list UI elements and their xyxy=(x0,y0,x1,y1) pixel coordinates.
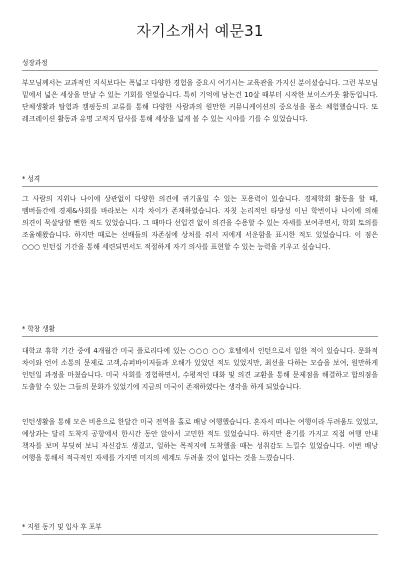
section-divider xyxy=(22,186,378,187)
section-heading-growth: 성장과정 xyxy=(22,59,48,67)
section-divider xyxy=(22,534,378,535)
school-life-paragraph-1: 대학교 휴학 기간 중에 4개월간 미국 플로리다에 있는 ○○○ ○○ 호텔에서 인턴으로서 일한 적이 있습니다. 문화적 차이와 언어 소통의 문제로 고객,슈퍼바이저들과 오해가 있었던 적도 있었지만, 최선을 다하는 모습을 보여, 원만하게 인턴일 과정을 마쳤습니다. 미국 사회를 경험하면서, 수평적인 대화 및 의견 교환을 통해 문제점을 해결하고 합의점을 도출할 수 있는 그들의 문화가 있었기에 지금의 미국이 존재하였다는 생각을 하게 되었습니다. xyxy=(22,347,378,391)
section-heading-school-life: * 학창 생활 xyxy=(22,325,55,333)
section-divider xyxy=(22,70,378,71)
page-title: 자기소개서 예문31 xyxy=(136,22,264,40)
personality-paragraph: 그 사람의 지위나 나이에 상관없이 다양한 의견에 귀기울일 수 있는 포용력이 있습니다. 경제학회 활동을 할 때, 멤버들간에 경제&사회를 바라보는 시각 차이가 존재하였습니다. 자칫 논리적인 타당성 이닌 학번이나 나이에 의해 의견이 묵살당할 뻔한 적도 있었습니다. 그 때마다 선입견 없이 의견을 수용할 수 있는 자세를 보여주면서, 학회 토의를 조율해왔습니다. 하지만 때로는 선배들의 자존심에 상처를 줘서 저에게 서운함을 표시한 적도 있었습니다. 이 점은 ○○○ 인턴십 기간을 통해 세련되면서도 적절하게 자기 의사를 표현할 수 있는 능력을 키우고 싶습니다. xyxy=(22,195,378,251)
growth-paragraph: 부모님께서는 교과적인 지식보다는 폭넓고 다양한 경험을 중요시 여기시는 교육관을 가지신 분이셨습니다. 그런 부모님 밑에서 넓은 세상을 만날 수 있는 기회를 얻었습니다. 특히 기억에 남는건 10살 때부터 시작한 보이스카웃 활동입니다. 단체생활과 탐험과 캠핑등의 교류를 통해 다양한 사람과의 원만한 커뮤니케이션의 중요성을 몸소 체험했습니다. 또 레크레이션 활동과 유명 고적지 답사를 통해 세상을 넓게 볼 수 있는 시야를 기를 수 있었습니다. xyxy=(22,79,378,123)
section-heading-personality: * 성격 xyxy=(22,175,41,183)
school-life-paragraph-2: 인턴생활을 통해 모은 비용으로 한달간 미국 전역을 홀로 배낭 여행했습니다. 혼자서 떠나는 여행이라 두려움도 있었고, 예상과는 달리 도착지 공항에서 한시간 동안 앉아서 고민한 적도 있었습니다. 하지만 용기를 가지고 직접 여행 안내 책자를 보며 부딪혀 보니 자신감도 생겼고, 일하는 목적지에 도착했을 때는 성취감도 느낄수 있었습니다. 이번 배낭 여행을 통해서 적극적인 자세를 가지면 미지의 세계도 두려울 것이 없다는 것을 느꼈습니다. xyxy=(22,418,378,462)
section-heading-motivation: * 지원 동기 및 입사 후 포부 xyxy=(22,523,102,531)
section-divider xyxy=(22,336,378,337)
